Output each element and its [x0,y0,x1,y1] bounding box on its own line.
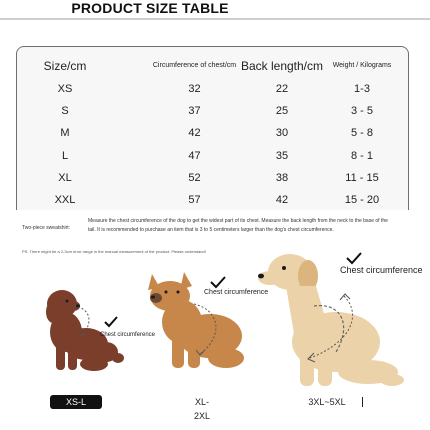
tag-divider [362,397,363,407]
check-icon [210,276,226,289]
chest-measure-arrow [300,290,364,370]
cell-weight: 15 - 20 [344,194,380,206]
size-table [16,46,409,210]
check-icon [104,316,118,328]
chest-label-large: Chest circumference [340,265,423,275]
cell-size: L [61,150,69,162]
cell-weight: 1-3 [354,83,370,95]
table-row [17,190,408,210]
cell-size: M [60,127,70,139]
title-divider [0,18,430,20]
cell-chest: 32 [188,83,201,95]
cell-weight: 8 - 1 [350,150,373,162]
header-weight: Weight / Kilograms [332,62,392,69]
chest-measure-arrow [68,302,102,342]
measurement-error-note: PS: There might be a 2-3cm error range in the manual measurement of the product. Please understand! [22,249,206,254]
note-label: Two-piece sweatshirt: [22,225,71,231]
measurement-instructions: Measure the chest circumference of the dog to get the widest part of its chest. Measure the back length from the neck to the base of the tail. It is recommended to purchase an item that is 3 to 5 centimeters larger than the dog's chest circumference. [88,218,388,233]
table-row [17,146,408,166]
cell-weight: 11 - 15 [345,172,379,184]
cell-back-length: 35 [275,150,289,162]
cell-size: S [61,105,69,117]
chest-measure-arrow [180,300,230,360]
cell-chest: 42 [188,127,201,139]
header-chest: Circumference of chest/cm [152,62,237,69]
cell-weight: 3 - 5 [350,105,373,117]
cell-back-length: 38 [275,172,289,184]
cell-back-length: 25 [275,105,289,117]
size-tag-xl-2xl: XL-2XL [193,397,210,421]
table-header-row [17,56,408,76]
page-title: PRODUCT SIZE TABLE [71,0,229,16]
cell-back-length: 30 [275,127,289,139]
cell-size: XL [58,172,72,184]
table-row [17,101,408,121]
table-row [17,123,408,143]
header-size: Size/cm [43,59,87,73]
cell-size: XS [57,83,73,95]
table-row [17,79,408,99]
cell-size: XXL [54,194,76,206]
cell-back-length: 42 [275,194,289,206]
size-tag-xs-l: XS-L [50,395,102,409]
table-row [17,168,408,188]
size-tag-3xl-5xl: 3XL~5XL [308,397,346,407]
cell-weight: 5 - 8 [350,127,373,139]
cell-chest: 57 [188,194,201,206]
cell-chest: 52 [188,172,201,184]
chest-label-medium: Chest circumference [204,289,269,296]
check-icon [346,252,362,265]
cell-back-length: 22 [275,83,289,95]
header-back-length: Back length/cm [240,59,324,73]
chest-label-small: Chest circumference [100,332,156,338]
cell-chest: 47 [188,150,201,162]
cell-chest: 37 [188,105,201,117]
